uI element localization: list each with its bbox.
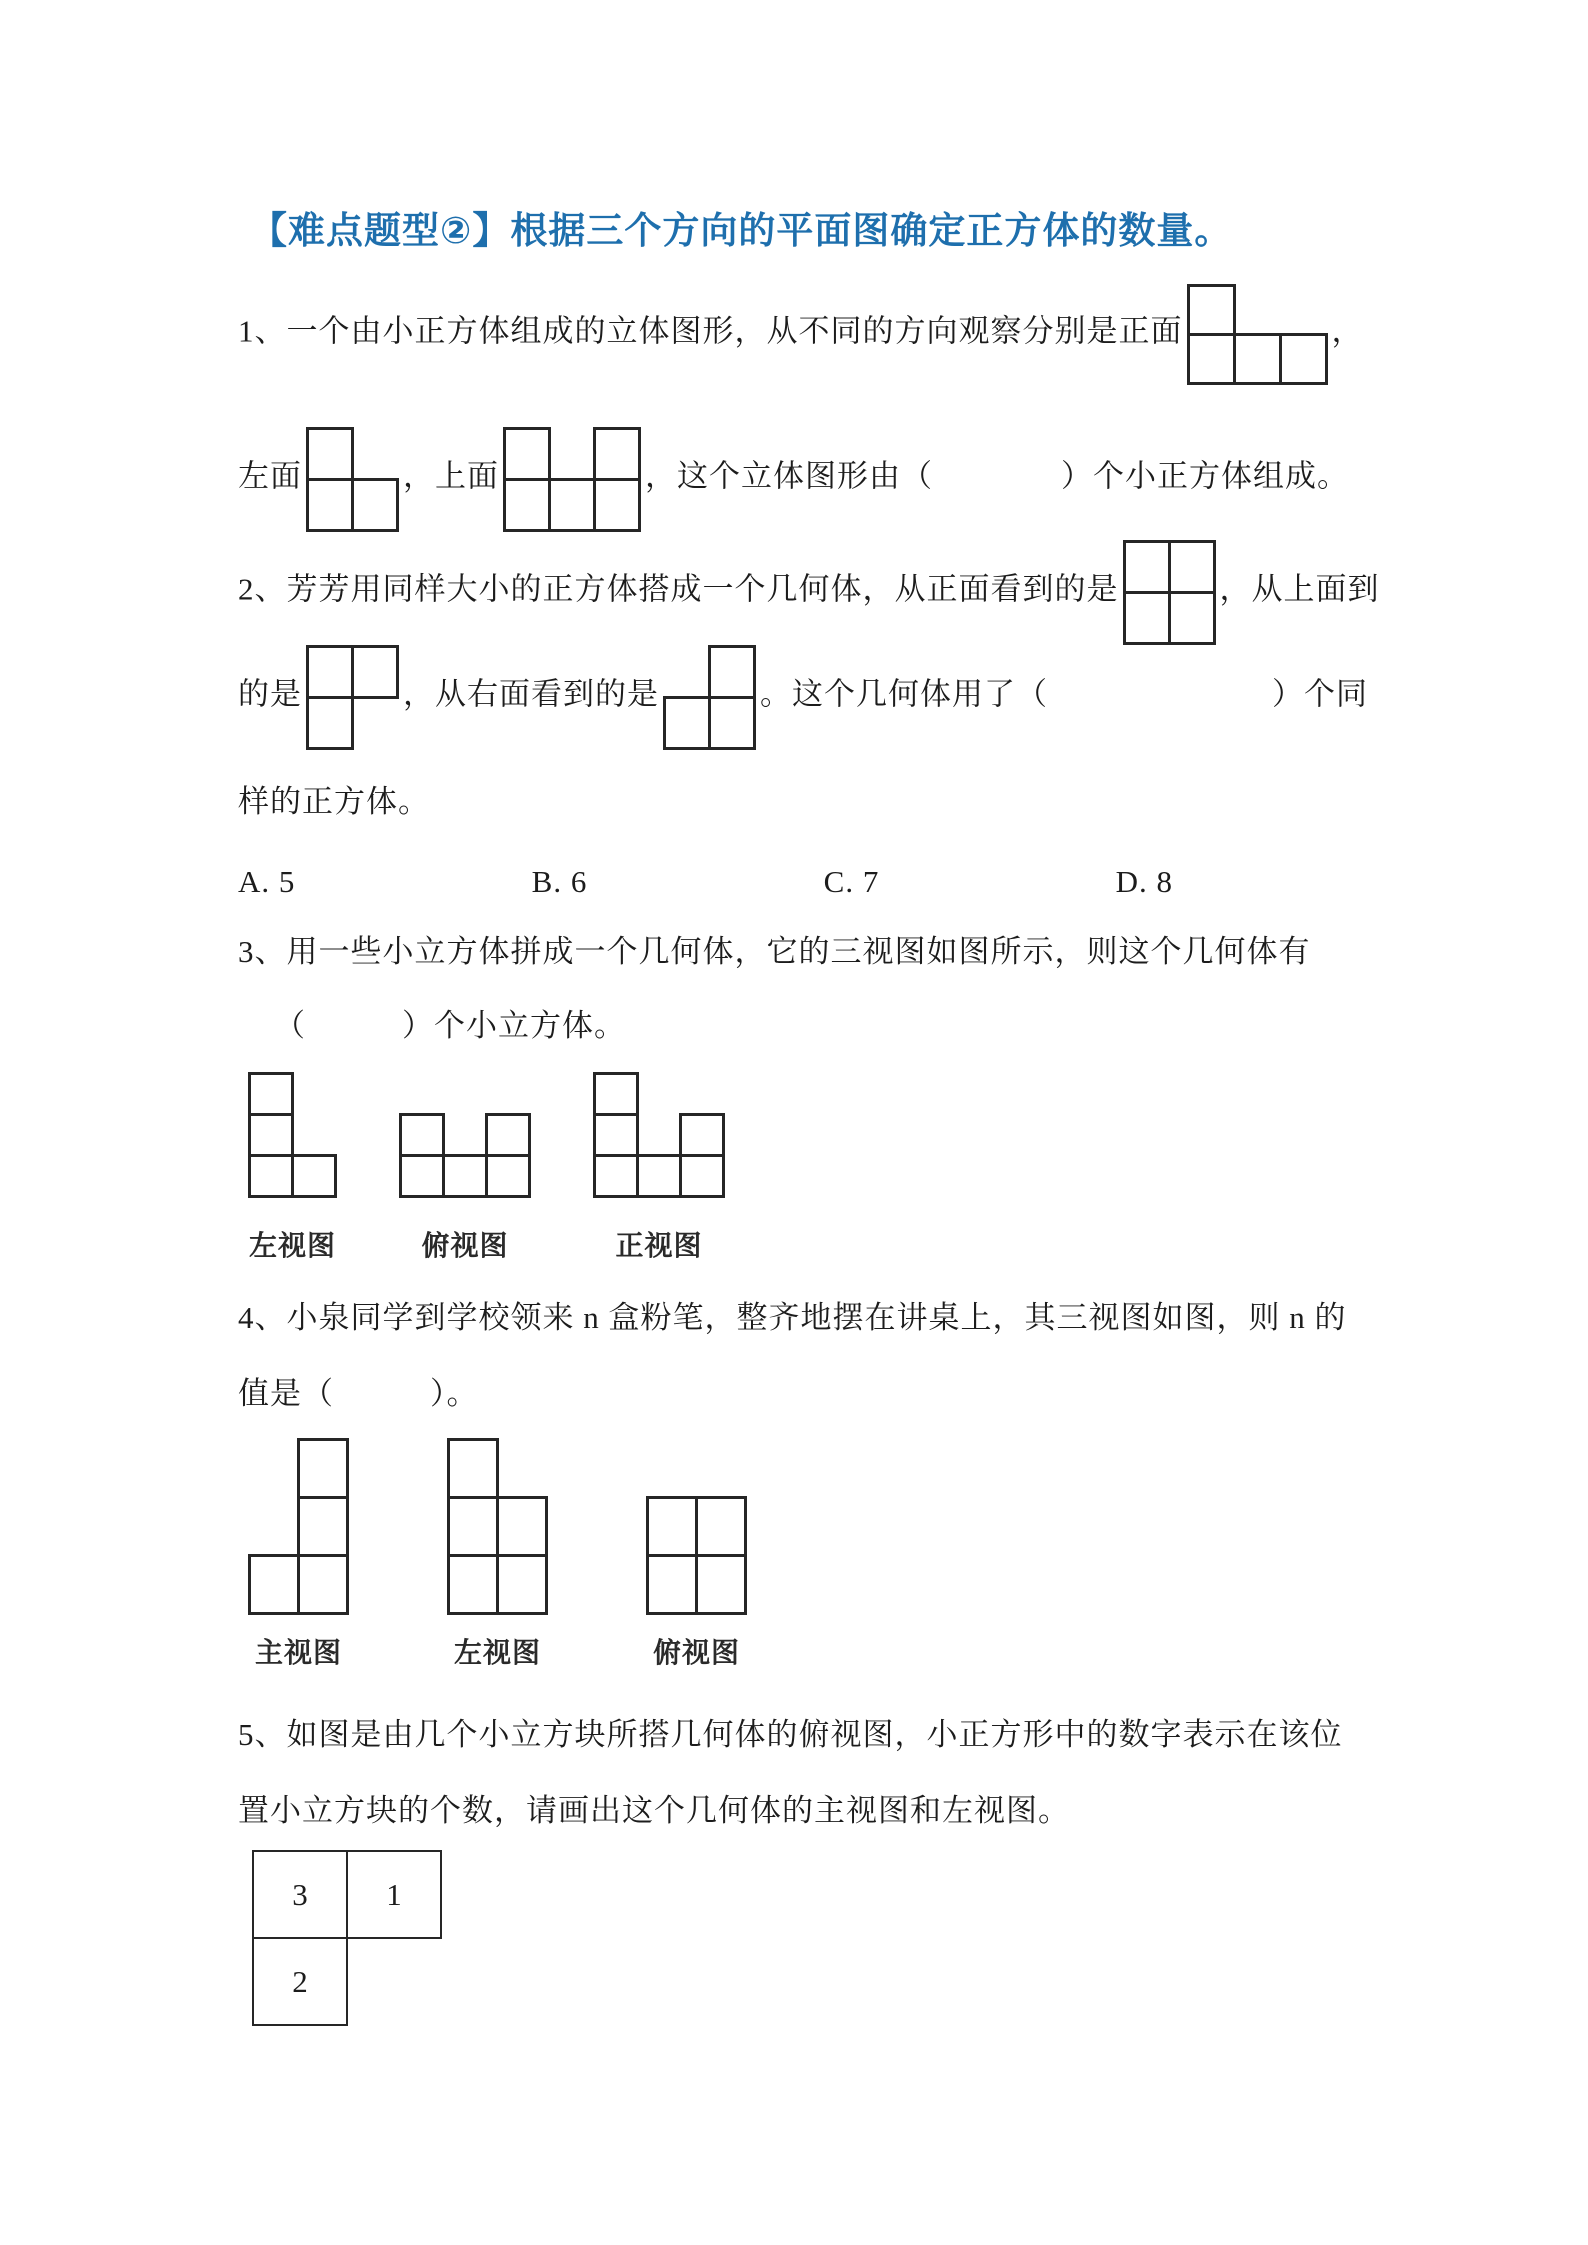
problem-1-left-label: 左面	[238, 458, 302, 494]
p3-front-view-grid	[593, 1072, 725, 1198]
problem-5-line-1: 5、如图是由几个小立方块所搭几何体的俯视图，小正方形中的数字表示在该位	[238, 1717, 1343, 1753]
option-d: D. 8	[1115, 864, 1173, 900]
problem-4-figures	[248, 1438, 1468, 1671]
option-c: C. 7	[823, 864, 880, 900]
problem-2-line-1	[238, 540, 1468, 645]
problem-4-line-2: 值是（ ）。	[238, 1376, 479, 1412]
figure-top-view	[399, 1113, 531, 1264]
p2-right-view-grid	[663, 645, 756, 750]
p3-front-view-label: 正视图	[615, 1230, 703, 1262]
p3-top-view-grid	[399, 1113, 531, 1198]
problem-1-top-label: ，上面	[403, 458, 499, 494]
p4-top-view-label: 俯视图	[652, 1637, 740, 1669]
problem-5-line-2: 置小立方块的个数，请画出这个几何体的主视图和左视图。	[238, 1793, 1070, 1829]
problem-1-line-2	[238, 427, 1468, 532]
p3-top-view-label: 俯视图	[421, 1230, 509, 1262]
problem-1-text-b: ，	[1331, 313, 1364, 349]
p4-left-view-grid	[447, 1438, 548, 1615]
option-b: B. 6	[531, 864, 588, 900]
problem-3-figures	[248, 1072, 1468, 1264]
p2-top-view-grid	[306, 645, 399, 750]
p4-left-view-label: 左视图	[453, 1637, 541, 1669]
figure-left-view	[447, 1438, 548, 1671]
problem-1-blank-text: ，这个立体图形由（ ）个小正方体组成。	[645, 458, 1349, 494]
p4-top-view-grid	[646, 1496, 747, 1615]
p1-front-view-grid	[1187, 284, 1328, 385]
problem-2-options	[238, 864, 1173, 900]
problem-1-text-a: 1、一个由小正方体组成的立体图形，从不同的方向观察分别是正面	[238, 313, 1183, 349]
p5-top-view-counts-grid: 3 1 2	[252, 1850, 1468, 2026]
problem-2-text-d: ，从右面看到的是	[403, 676, 659, 712]
page-title: 【难点题型②】根据三个方向的平面图确定正方体的数量。	[250, 210, 1233, 251]
problem-2-text-a: 2、芳芳用同样大小的正方体搭成一个几何体，从正面看到的是	[238, 571, 1119, 607]
problem-2-text-b: ，从上面到	[1219, 571, 1380, 607]
problem-2-text-c: 的是	[238, 676, 302, 712]
problem-2-line-2	[238, 645, 1468, 750]
option-a: A. 5	[238, 864, 296, 900]
figure-main-view	[248, 1438, 349, 1671]
p2-front-view-grid	[1123, 540, 1216, 645]
p3-left-view-label: 左视图	[248, 1230, 336, 1262]
p1-top-view-grid	[503, 427, 641, 532]
problem-2-line-3: 样的正方体。	[238, 784, 430, 819]
problem-2-blank-text: 。这个几何体用了（ ）个同	[760, 676, 1368, 712]
problem-1-line-1	[238, 284, 1468, 385]
p4-main-view-grid	[248, 1438, 349, 1615]
p1-left-view-grid	[306, 427, 399, 532]
problem-3-line-1: 3、用一些小立方体拼成一个几何体，它的三视图如图所示，则这个几何体有	[238, 934, 1311, 970]
problem-4-line-1: 4、小泉同学到学校领来 n 盒粉笔，整齐地摆在讲桌上，其三视图如图，则 n 的	[238, 1300, 1347, 1336]
figure-left-view	[248, 1072, 337, 1264]
p3-left-view-grid	[248, 1072, 337, 1198]
p4-main-view-label: 主视图	[254, 1637, 342, 1669]
problem-3-line-2: （ ）个小立方体。	[274, 1008, 626, 1044]
figure-front-view	[593, 1072, 725, 1264]
figure-top-view	[646, 1496, 747, 1671]
